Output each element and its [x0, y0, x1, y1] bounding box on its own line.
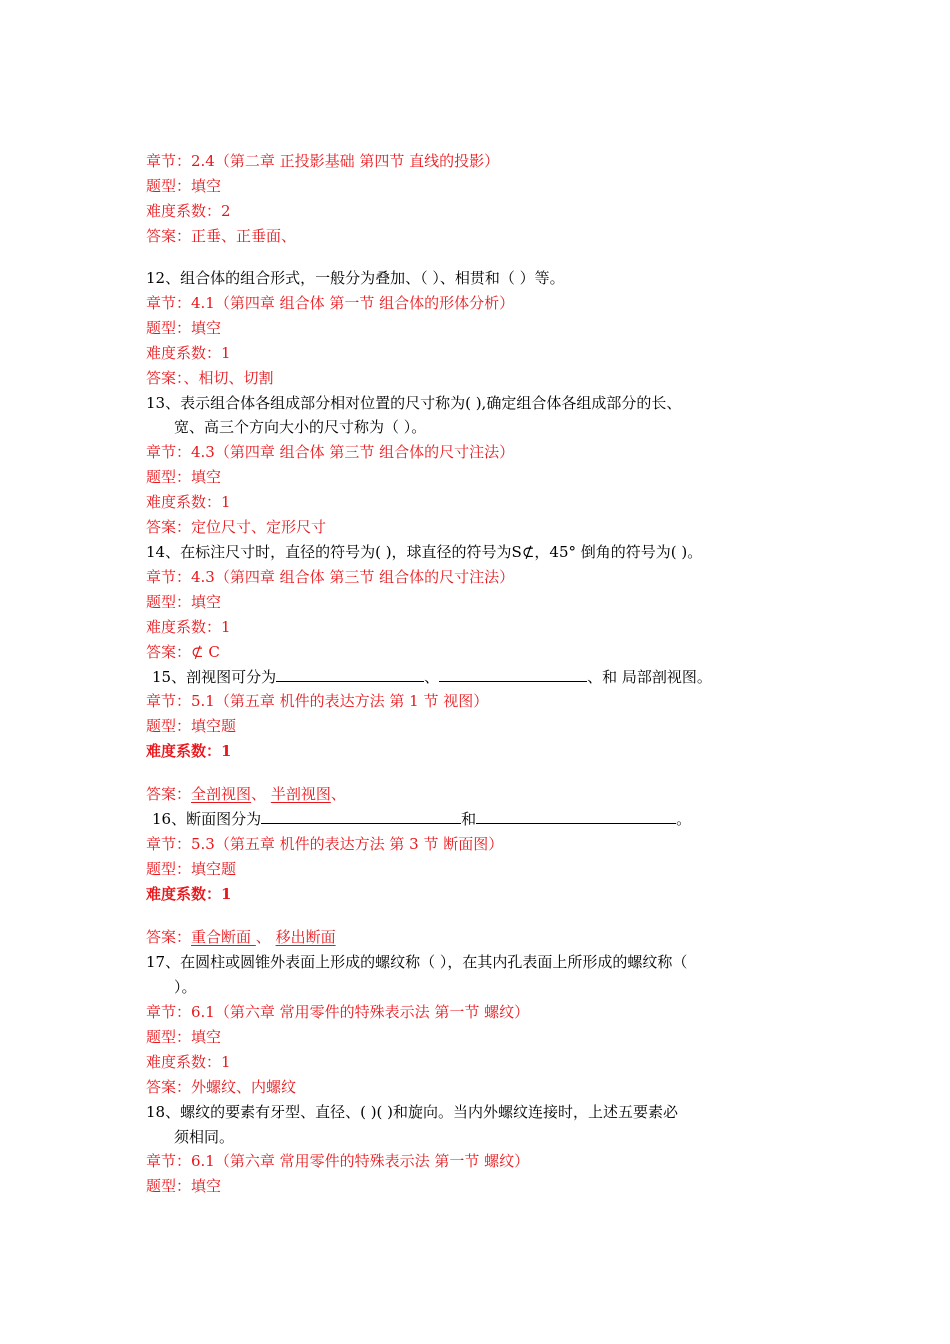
q15-question-end: 、和 局部剖视图。: [587, 668, 712, 686]
q13-answer: 答案：定位尺寸、定形尺寸: [146, 518, 327, 536]
q12-difficulty: 难度系数：1: [146, 344, 231, 362]
q17-difficulty: 难度系数：1: [146, 1053, 231, 1071]
q15-answer-b: 半剖视图: [270, 785, 331, 803]
q12-answer: 答案：、相切、切割: [146, 369, 274, 387]
q17-type: 题型：填空: [146, 1028, 222, 1046]
q13-question-line2: 宽、高三个方向大小的尺寸称为（ ）。: [174, 418, 427, 436]
q17-answer: 答案：外螺纹、内螺纹: [146, 1078, 297, 1096]
q18-chapter: 章节：6.1（第六章 常用零件的特殊表示法 第一节 螺纹）: [146, 1152, 530, 1170]
q15-answer-sep: 、: [251, 785, 271, 803]
q16-question: [152, 809, 691, 829]
q16-chapter: 章节：5.3（第五章 机件的表达方法 第 3 节 断面图）: [146, 835, 504, 853]
q14-chapter: 章节：4.3（第四章 组合体 第三节 组合体的尺寸注法）: [146, 568, 515, 586]
q17-chapter: 章节：6.1（第六章 常用零件的特殊表示法 第一节 螺纹）: [146, 1003, 530, 1021]
q15-blank-1[interactable]: [276, 667, 424, 682]
q15-question-prefix: 15、剖视图可分为: [152, 668, 277, 686]
q15-blank-2[interactable]: [439, 667, 587, 682]
q16-answer-a: 重合断面: [191, 928, 256, 946]
q16-blank-1[interactable]: [261, 809, 461, 824]
q12-question: 12、组合体的组合形式，一般分为叠加、（ ）、相贯和（ ）等。: [146, 269, 565, 287]
q14-question: 14、在标注尺寸时，直径的符号为( )，球直径的符号为S⊄，45° 倒角的符号为( )。: [146, 543, 703, 561]
q17-question-line2: ）。: [174, 978, 197, 996]
q16-question-prefix: 16、断面图分为: [152, 810, 262, 828]
q13-difficulty: 难度系数：1: [146, 493, 231, 511]
q14-type: 题型：填空: [146, 593, 222, 611]
q16-question-end: 。: [676, 810, 692, 828]
q15-difficulty: 难度系数：1: [146, 742, 232, 760]
q18-question-line1: 18、螺纹的要素有牙型、直径、( )( )和旋向。当内外螺纹连接时，上述五要素必: [146, 1103, 679, 1121]
q16-answer: [146, 927, 336, 947]
q12-type: 题型：填空: [146, 319, 222, 337]
q11-type: 题型：填空: [146, 177, 222, 195]
q17-question-line1: 17、在圆柱或圆锥外表面上形成的螺纹称（ ），在其内孔表面上所形成的螺纹称（: [146, 953, 688, 971]
q14-answer: 答案：⊄ C: [146, 643, 220, 661]
q16-answer-label: 答案：: [146, 928, 192, 946]
q11-difficulty: 难度系数：2: [146, 202, 231, 220]
q16-blank-2[interactable]: [476, 809, 676, 824]
q11-answer: 答案：正垂、正垂面、: [146, 227, 297, 245]
q15-answer: [146, 784, 346, 804]
q12-chapter: 章节：4.1（第四章 组合体 第一节 组合体的形体分析）: [146, 294, 515, 312]
q15-question-sep: 、: [424, 668, 440, 686]
q13-type: 题型：填空: [146, 468, 222, 486]
q16-difficulty: 难度系数：1: [146, 885, 232, 903]
q15-chapter: 章节：5.1（第五章 机件的表达方法 第 1 节 视图）: [146, 692, 489, 710]
q18-question-line2: 须相同。: [174, 1128, 235, 1146]
q15-answer-end: 、: [330, 785, 346, 803]
q16-answer-sep: 、: [255, 928, 276, 946]
q15-answer-label: 答案：: [146, 785, 192, 803]
q13-chapter: 章节：4.3（第四章 组合体 第三节 组合体的尺寸注法）: [146, 443, 515, 461]
q18-type: 题型：填空: [146, 1177, 222, 1195]
q14-difficulty: 难度系数：1: [146, 618, 231, 636]
q15-question: [152, 667, 712, 687]
q15-type: 题型：填空题: [146, 717, 237, 735]
q13-question-line1: 13、表示组合体各组成部分相对位置的尺寸称为( ),确定组合体各组成部分的长、: [146, 394, 682, 412]
q16-type: 题型：填空题: [146, 860, 237, 878]
q11-chapter: 章节：2.4（第二章 正投影基础 第四节 直线的投影）: [146, 152, 500, 170]
q15-answer-a: 全剖视图: [191, 785, 252, 803]
q16-answer-b: 移出断面: [275, 928, 336, 946]
q16-question-mid: 和: [461, 810, 477, 828]
